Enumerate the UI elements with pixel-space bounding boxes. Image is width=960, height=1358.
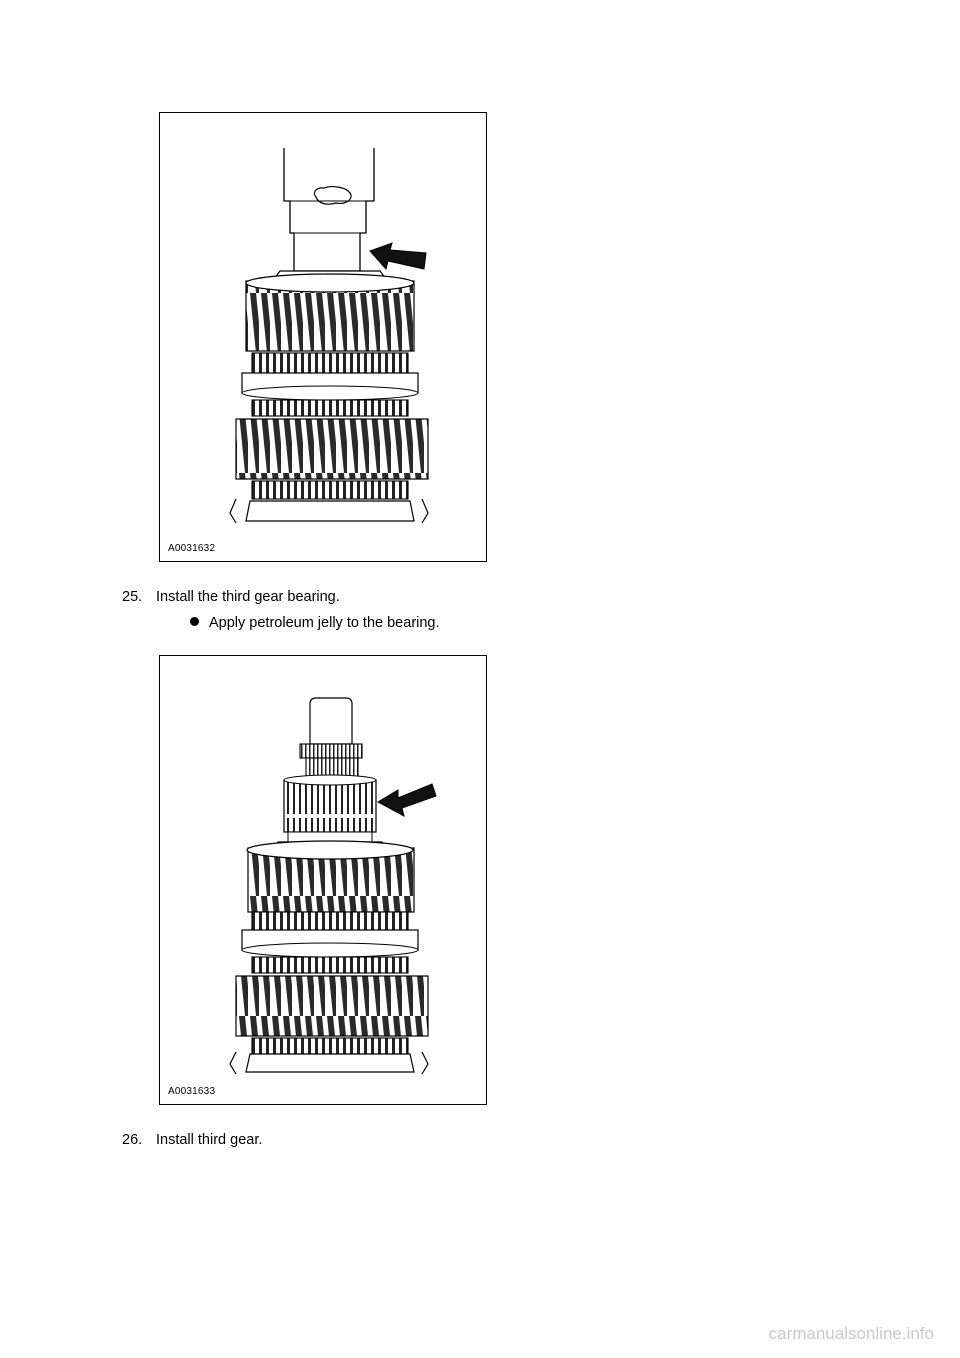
- step-text: Install the third gear bearing.: [156, 589, 340, 605]
- step-26: [122, 1131, 262, 1149]
- step-25-bullet: [190, 614, 440, 632]
- figure-id: A0031633: [168, 1086, 216, 1097]
- step-25: [122, 588, 340, 606]
- callout-arrow-icon: [378, 784, 436, 816]
- step-number: 26.: [122, 1132, 143, 1148]
- bullet-text: Apply petroleum jelly to the bearing.: [209, 615, 440, 631]
- gear-bearing-illustration: [160, 656, 486, 1104]
- bullet-dot-icon: [190, 617, 199, 626]
- figure-id: A0031632: [168, 543, 216, 554]
- figure-tool-on-gears: [159, 112, 487, 562]
- step-number: 25.: [122, 589, 143, 605]
- step-text: Install third gear.: [156, 1132, 263, 1148]
- figure-bearing-on-shaft: [159, 655, 487, 1105]
- callout-arrow-icon: [370, 243, 426, 269]
- gear-assembly-illustration: [160, 113, 486, 561]
- watermark: carmanualsonline.info: [768, 1324, 934, 1343]
